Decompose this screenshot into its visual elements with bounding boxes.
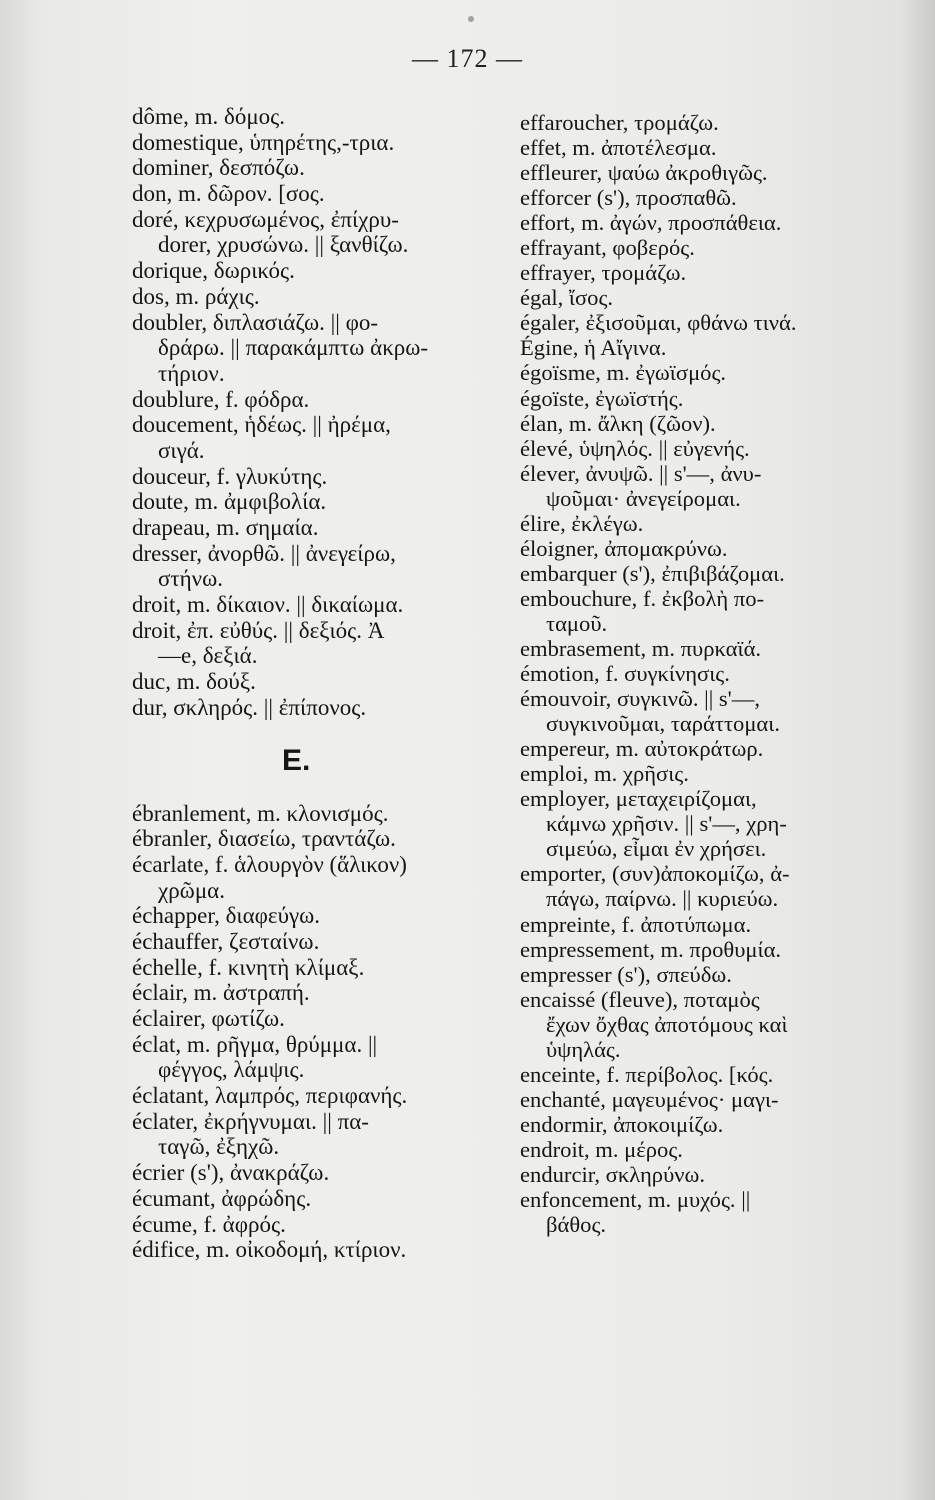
entry-continuation: ψοῦμαι· ἀνεγείρομαι.	[546, 485, 741, 511]
entries-e	[132, 801, 482, 1263]
ink-mark	[468, 16, 474, 22]
dictionary-entry: empereur, m. αὐτοκράτωρ.	[520, 736, 764, 762]
dictionary-entry: écumant, ἀφρώδης.	[132, 1185, 312, 1211]
entry-continuation: ἔχων ὄχθας ἀποτόμους καὶ	[546, 1011, 788, 1037]
dictionary-entry: empressement, m. προθυμία.	[520, 936, 782, 962]
dictionary-entry: enceinte, f. περίβολος. [κός.	[520, 1061, 774, 1087]
dictionary-entry: endurcir, σκληρύνω.	[520, 1161, 705, 1187]
dictionary-entry: écume, f. ἀφρός.	[132, 1211, 286, 1237]
section-heading: E.	[282, 743, 311, 777]
dictionary-entry: domestique, ὑπηρέτης,-τρια.	[132, 129, 395, 155]
entry-continuation: τήριον.	[158, 360, 225, 386]
entry-continuation: —e, δεξιά.	[158, 643, 258, 669]
dictionary-entry: éloigner, ἀπομακρύνω.	[520, 535, 728, 561]
dictionary-entry: effleurer, ψαύω ἀκροθιγῶς.	[520, 160, 768, 186]
entry-continuation: βάθος.	[546, 1212, 607, 1238]
dictionary-entry: doute, m. ἀμφιβολία.	[132, 489, 327, 515]
dictionary-entry: égaler, ἐξισοῦμαι, φθάνω τινά.	[520, 310, 797, 336]
dictionary-entry: effet, m. ἀποτέλεσμα.	[520, 135, 717, 161]
dictionary-entry: échapper, διαφεύγω.	[132, 903, 321, 929]
dictionary-entry: embarquer (s'), ἐπιβιβάζομαι.	[520, 560, 785, 586]
dictionary-entry: droit, ἐπ. εὐθύς. || δεξιός. Ἀ	[132, 617, 385, 643]
entry-continuation: ταμοῦ.	[546, 610, 608, 636]
entry-continuation: σιμεύω, εἶμαι ἐν χρήσει.	[546, 836, 767, 862]
dictionary-entry: don, m. δῶρον. [σος.	[132, 181, 325, 207]
dictionary-entry: drapeau, m. σημαία.	[132, 515, 319, 540]
dictionary-entry: éclater, ἐκρήγνυμαι. || πα-	[132, 1108, 369, 1134]
entry-continuation: συγκινοῦμαι, ταράττομαι.	[546, 711, 781, 737]
dictionary-entry: dur, σκληρός. || ἐπίπονος.	[132, 694, 367, 720]
dictionary-entry: doré, κεχρυσωμένος, ἐπίχρυ-	[132, 206, 399, 232]
entry-continuation: σιγά.	[158, 437, 205, 463]
dictionary-entry: écarlate, f. ἁλουργὸν (ἅλικον)	[132, 851, 407, 877]
entries-d	[132, 104, 482, 721]
entry-continuation: στήνω.	[158, 566, 223, 592]
dictionary-entry: endormir, ἀποκοιμίζω.	[520, 1111, 724, 1137]
dictionary-entry: égal, ἴσος.	[520, 285, 614, 311]
dictionary-entry: égoïsme, m. ἐγωϊσμός.	[520, 360, 727, 386]
dictionary-entry: douceur, f. γλυκύτης.	[132, 463, 328, 489]
dictionary-entry: droit, m. δίκαιον. || δικαίωμα.	[132, 592, 404, 618]
dictionary-entry: dominer, δεσπόζω.	[132, 155, 305, 181]
entry-continuation: δράρω. || παρακάμπτω ἀκρω-	[158, 335, 429, 361]
dictionary-entry: émouvoir, συγκινῶ. || s'—,	[520, 686, 760, 712]
dictionary-entry: effort, m. ἀγών, προσπάθεια.	[520, 210, 782, 236]
dictionary-entry: ébranlement, m. κλονισμός.	[132, 800, 389, 826]
dictionary-entry: doubler, διπλασιάζω. || φο-	[132, 309, 379, 335]
dictionary-entry: empresser (s'), σπεύδω.	[520, 961, 732, 987]
dictionary-entry: embouchure, f. ἐκβολὴ πο-	[520, 585, 765, 611]
dictionary-entry: duc, m. δούξ.	[132, 669, 256, 695]
dictionary-entry: Égine, ἡ Αἴγινα.	[520, 335, 667, 361]
dictionary-entry: élan, m. ἄλκη (ζῶον).	[520, 410, 716, 436]
dictionary-entry: éclatant, λαμπρός, περιφανής.	[132, 1083, 408, 1109]
dictionary-entry: dos, m. ράχις.	[132, 283, 260, 309]
dictionary-entry: échelle, f. κινητὴ κλίμαξ.	[132, 954, 365, 980]
dictionary-entry: efforcer (s'), προσπαθῶ.	[520, 185, 737, 211]
dictionary-entry: enchanté, μαγευμένος· μαγι-	[520, 1086, 779, 1112]
dictionary-entry: élevé, ὑψηλός. || εὐγενής.	[520, 435, 750, 461]
entry-continuation: dorer, χρυσώνω. || ξανθίζω.	[158, 232, 409, 258]
dictionary-entry: dorique, δωρικός.	[132, 258, 295, 284]
dictionary-entry: écrier (s'), ἀνακράζω.	[132, 1160, 330, 1186]
right-column	[520, 110, 850, 1237]
dictionary-entry: encaissé (fleuve), ποταμὸς	[520, 986, 760, 1012]
dictionary-entry: émotion, f. συγκίνησις.	[520, 661, 730, 687]
entry-continuation: πάγω, παίρνω. || κυριεύω.	[546, 886, 779, 912]
dictionary-entry: élever, ἀνυψῶ. || s'—, ἀνυ-	[520, 460, 762, 486]
dictionary-entry: dresser, ἀνορθῶ. || ἀνεγείρω,	[132, 540, 396, 566]
dictionary-entry: embrasement, m. πυρκαϊά.	[520, 635, 762, 661]
dictionary-entry: édifice, m. οἰκοδομή, κτίριον.	[132, 1237, 407, 1263]
dictionary-entry: emploi, m. χρῆσις.	[520, 761, 689, 787]
dictionary-entry: dôme, m. δόμος.	[132, 104, 286, 129]
entry-continuation: ταγῶ, ἐξηχῶ.	[158, 1134, 280, 1160]
dictionary-entry: élire, ἐκλέγω.	[520, 510, 644, 536]
entry-continuation: χρῶμα.	[158, 877, 225, 903]
dictionary-entry: doublure, f. φόδρα.	[132, 386, 310, 412]
dictionary-entry: endroit, m. μέρος.	[520, 1136, 683, 1162]
left-column	[132, 104, 482, 1263]
entry-continuation: κάμνω χρῆσιν. || s'—, χρη-	[546, 811, 787, 837]
dictionary-entry: enfoncement, m. μυχός. ||	[520, 1187, 751, 1213]
dictionary-entry: employer, μεταχειρίζομαι,	[520, 786, 757, 812]
dictionary-entry: emporter, (συν)ἀποκομίζω, ἀ-	[520, 861, 790, 887]
dictionary-entry: effrayer, τρομάζω.	[520, 260, 687, 286]
dictionary-entry: empreinte, f. ἀποτύπωμα.	[520, 911, 752, 937]
dictionary-entry: éclat, m. ρῆγμα, θρύμμα. ||	[132, 1031, 378, 1057]
dictionary-entry: doucement, ἡδέως. || ἠρέμα,	[132, 412, 391, 438]
dictionary-entry: égoïste, ἐγωϊστής.	[520, 385, 684, 411]
dictionary-entry: effaroucher, τρομάζω.	[520, 110, 719, 135]
dictionary-entry: échauffer, ζεσταίνω.	[132, 928, 320, 954]
dictionary-entry: ébranler, διασείω, τραντάζω.	[132, 826, 396, 852]
page-number: — 172 —	[412, 44, 523, 73]
dictionary-entry: effrayant, φοβερός.	[520, 235, 695, 261]
dictionary-entry: éclairer, φωτίζω.	[132, 1006, 285, 1031]
entry-continuation: φέγγος, λάμψις.	[158, 1057, 305, 1083]
entry-continuation: ὑψηλάς.	[546, 1036, 621, 1062]
dictionary-entry: éclair, m. ἀστραπή.	[132, 980, 310, 1006]
